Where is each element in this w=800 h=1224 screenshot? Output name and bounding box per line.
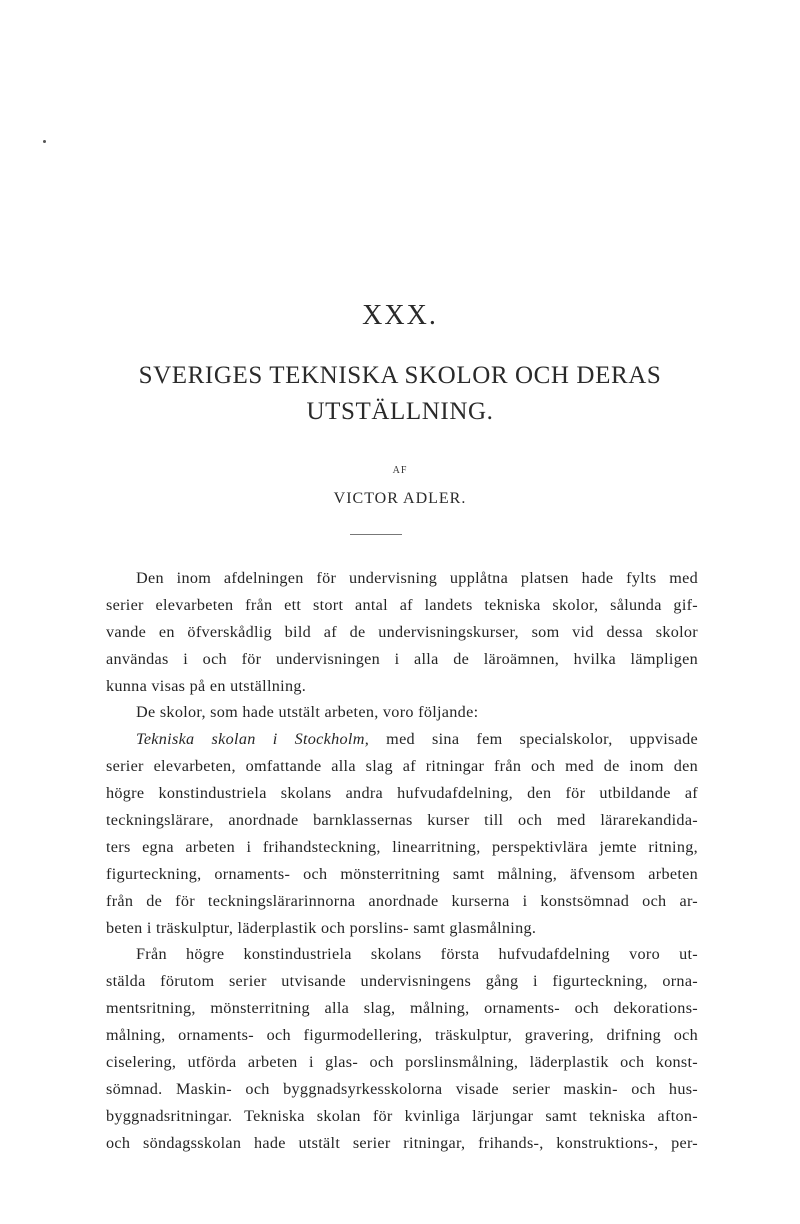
text-line: kunna visas på en utställning. — [106, 676, 307, 695]
text-line: från de för teckningslärarinnorna anordnade kurserna i konstsömnad och ar- — [106, 891, 698, 910]
text-line: teckningslärare, anordnade barnklassernas kurser till och med lärarekandida- — [106, 811, 698, 830]
author-name: VICTOR ADLER. — [333, 490, 467, 507]
text-line: mentsritning, mönsterritning alla slag, målning, ornaments- och dekorations- — [106, 999, 698, 1018]
text-line: Den inom afdelningen för undervisning upplåtna platsen hade fylts med — [136, 569, 698, 587]
body-text — [106, 565, 698, 1157]
section-divider — [350, 534, 402, 535]
text-line: användas i och för undervisningen i alla de läroämnen, hvilka lämpligen — [106, 649, 698, 668]
chapter-title — [0, 358, 800, 430]
byline-af: AF — [392, 465, 408, 476]
text-line: Från högre konstindustriela skolans första hufvudafdelning voro ut- — [136, 945, 698, 964]
text-line: beten i träskulptur, läderplastik och porslins- samt glasmålning. — [106, 918, 537, 937]
text-fragment: med sina fem specialskolor, uppvisade — [386, 730, 698, 749]
text-line: byggnadsritningar. Tekniska skolan för kvinliga lärjungar samt tekniska afton- — [106, 1106, 698, 1125]
text-line-with-emphasis — [106, 726, 698, 753]
text-line: ciselering, utförda arbeten i glas- och porslinsmålning, läderplastik och konst- — [106, 1053, 698, 1072]
chapter-number: XXX. — [362, 300, 438, 331]
text-line: målning, ornaments- och figurmodellering, träskulptur, gravering, drifning och — [106, 1026, 698, 1045]
text-line: serier elevarbeten från ett stort antal af landets tekniska skolor, sålunda gif- — [106, 595, 698, 614]
text-line: figurteckning, ornaments- och mönsterritning samt målning, äfvensom arbeten — [106, 864, 698, 883]
text-line: och söndagsskolan hade utstält serier ritningar, frihands-, konstruktions-, per- — [106, 1133, 698, 1152]
text-line: De skolor, som hade utstält arbeten, voro följande: — [136, 703, 479, 722]
print-speck — [43, 140, 46, 143]
text-line: ters egna arbeten i frihandsteckning, linearritning, perspektivlära jemte ritning, — [106, 837, 698, 856]
chapter-title-line-1: SVERIGES TEKNISKA SKOLOR OCH DERAS — [138, 362, 662, 389]
text-line: vande en öfverskådlig bild af de undervisningskurser, som vid dessa skolor — [106, 622, 698, 641]
text-line: sömnad. Maskin- och byggnadsyrkesskolorna visade serier maskin- och hus- — [106, 1079, 698, 1098]
text-line: serier elevarbeten, omfattande alla slag af ritningar från och med de inom den — [106, 757, 698, 776]
text-line: högre konstindustriela skolans andra hufvudafdelning, den för utbildande af — [106, 784, 698, 803]
school-name-italic: Tekniska skolan i Stockholm, — [136, 730, 370, 749]
text-line: stälda förutom serier utvisande undervisningens gång i figurteckning, orna- — [106, 972, 698, 991]
chapter-title-line-2: UTSTÄLLNING. — [306, 398, 494, 425]
